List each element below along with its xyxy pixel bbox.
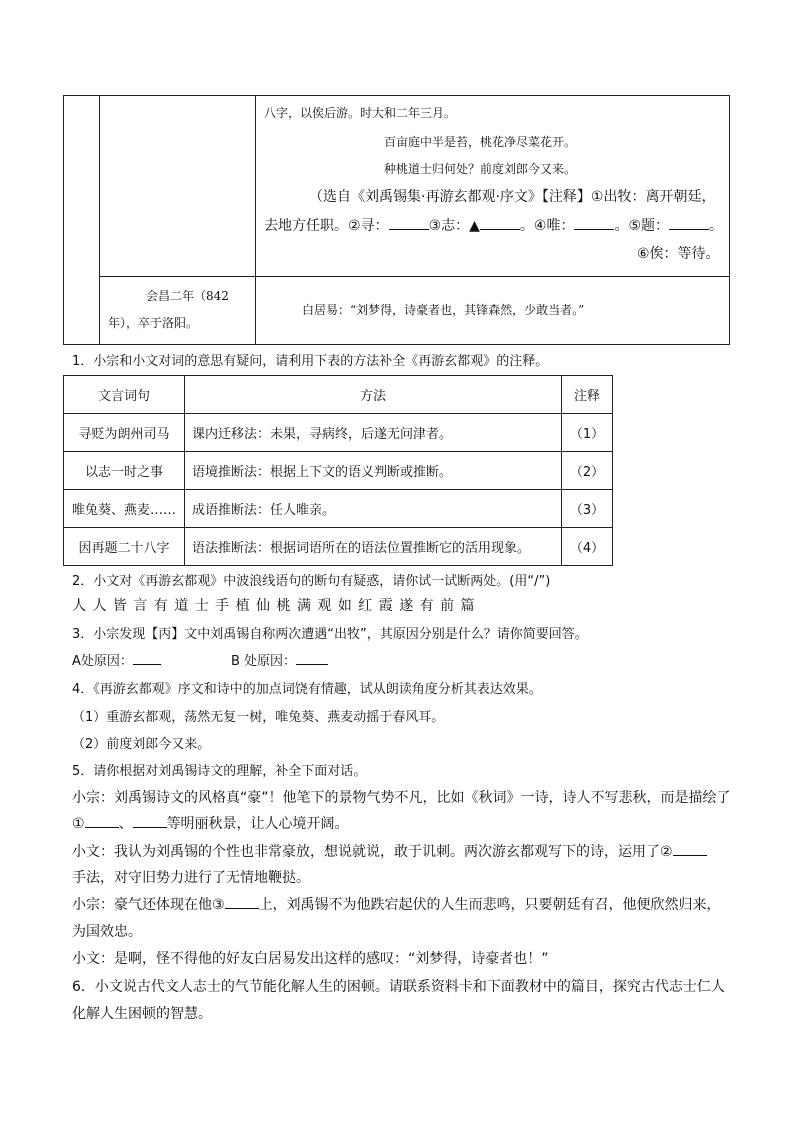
info-card-table [63,95,730,345]
blank-1b[interactable] [133,815,167,828]
q2-sentence[interactable]: 人 人 皆 言 有 道 士 手 植 仙 桃 满 观 如 红 霞 遂 有 前 篇 [72,598,476,614]
table-row [64,528,613,566]
q5-dialog-3a: 小宗：豪气还体现在他③ 上，刘禹锡不为他跌宕起伏的人生而悲鸣，只要朝廷有召，他便欣然归来， [72,897,721,913]
note-blank-5[interactable] [669,217,709,230]
q4-item1: （1）重游玄都观，荡然无复一树，唯兔葵、燕麦动摇于春风耳。 [72,710,445,725]
answer-cell[interactable]: （1） [562,414,613,452]
q5-dialog-4: 小文：是啊，怪不得他的好友白居易发出这样的感叹：“刘梦得，诗豪者也！” [72,951,549,967]
card-note-6: ⑥俟：等待。 [637,246,720,262]
q5-dialog-3b: 为国效忠。 [72,924,142,940]
q4-text: 4．《再游玄都观》序文和诗中的加点词饶有情趣，试从朗读角度分析其表达效果。 [72,682,542,697]
table-cell: 唯兔葵、燕麦…… [64,490,185,528]
q5-dialog-1a: 小宗：刘禹锡诗文的风格真“豪”！他笔下的景物气势不凡，比如《秋词》一诗，诗人不写悲秋，而是描绘了 [72,790,731,806]
header-cell: 注释 [562,376,613,414]
table-cell: 课内迁移法：未果，寻病终，后遂无问津者。 [185,414,562,452]
q6-text-line1: 6．小文说古代文人志士的气节能化解人生的困顿。请联系资料卡和下面教材中的篇目，探究古代志士仁人 [72,979,725,995]
q2-text: 2．小文对《再游玄都观》中波浪线语句的断句有疑惑，请你试一试断两处。(用“/”) [72,574,551,589]
card-source-line: （选自《刘禹锡集·再游玄都观·序文》【注释】①出牧：离开朝廷， [309,189,716,205]
blank-2[interactable] [673,843,707,856]
answer-cell[interactable]: （4） [562,528,613,566]
table-cell: 语法推断法：根据词语所在的语法位置推断它的活用现象。 [185,528,562,566]
table-header-row [64,376,613,414]
answer-a-blank[interactable] [133,652,161,665]
card-row2-right: 白居易：“刘梦得，诗豪者也，其锋森然，少敢当者。” [302,303,585,317]
card-notes-line: 去地方任职。②寻： ③志：▲ 。④唯： 。⑤题： 。 [264,218,724,234]
card-poem-line1: 百亩庭中半是苔，桃花净尽菜花开。 [384,135,577,149]
q5-dialog-2b: 手法，对守旧势力进行了无情地鞭挞。 [72,870,310,886]
table-cell: 寻贬为朗州司马 [64,414,185,452]
q3-answer-b: B 处原因： [231,650,328,669]
header-cell: 文言词句 [64,376,185,414]
q5-dialog-2a: 小文：我认为刘禹锡的个性也非常豪放，想说就说，敢于讥刺。两次游玄都观写下的诗，运用了② [72,841,707,861]
answer-b-blank[interactable] [296,652,328,665]
note-blank-2[interactable] [389,217,429,230]
card-row2-left-b: 年），卒于洛阳。 [108,316,199,330]
table-cell: 成语推断法：任人唯亲。 [185,490,562,528]
answer-cell[interactable]: （2） [562,452,613,490]
table-cell: 以志一时之事 [64,452,185,490]
card-row2-left-a: 会昌二年（842 [146,289,229,303]
table-row [64,414,613,452]
method-table [63,375,613,566]
note-blank-4[interactable] [574,217,614,230]
blank-3[interactable] [225,896,259,909]
answer-cell[interactable]: （3） [562,490,613,528]
q5-text: 5．请你根据对刘禹锡诗文的理解，补全下面对话。 [72,764,367,779]
table-cell: 因再题二十八字 [64,528,185,566]
q6-text-line2: 化解人生困顿的智慧。 [72,1006,212,1022]
table-row [64,490,613,528]
card-poem-line2: 种桃道士归何处？前度刘郎今又来。 [384,162,577,176]
q4-item2: （2）前度刘郎今又来。 [72,737,211,752]
blank-1a[interactable] [85,815,119,828]
q5-dialog-1b: ① 、 等明丽秋景，让人心境开阔。 [72,816,349,832]
q3-text: 3．小宗发现【丙】文中刘禹锡自称两次遭遇“出牧”，其原因分别是什么？请你简要回答。 [72,627,588,642]
table-cell: 语境推断法：根据上下文的语义判断或推断。 [185,452,562,490]
q1-text: 1．小宗和小文对词的意思有疑问，请利用下表的方法补全《再游玄都观》的注释。 [72,354,549,369]
note-blank-3[interactable] [480,217,520,230]
q3-answer-a: A处原因： [72,650,161,669]
card-text-line1: 八字，以俟后游。时大和二年三月。 [264,106,457,120]
table-row [64,452,613,490]
header-cell: 方法 [185,376,562,414]
